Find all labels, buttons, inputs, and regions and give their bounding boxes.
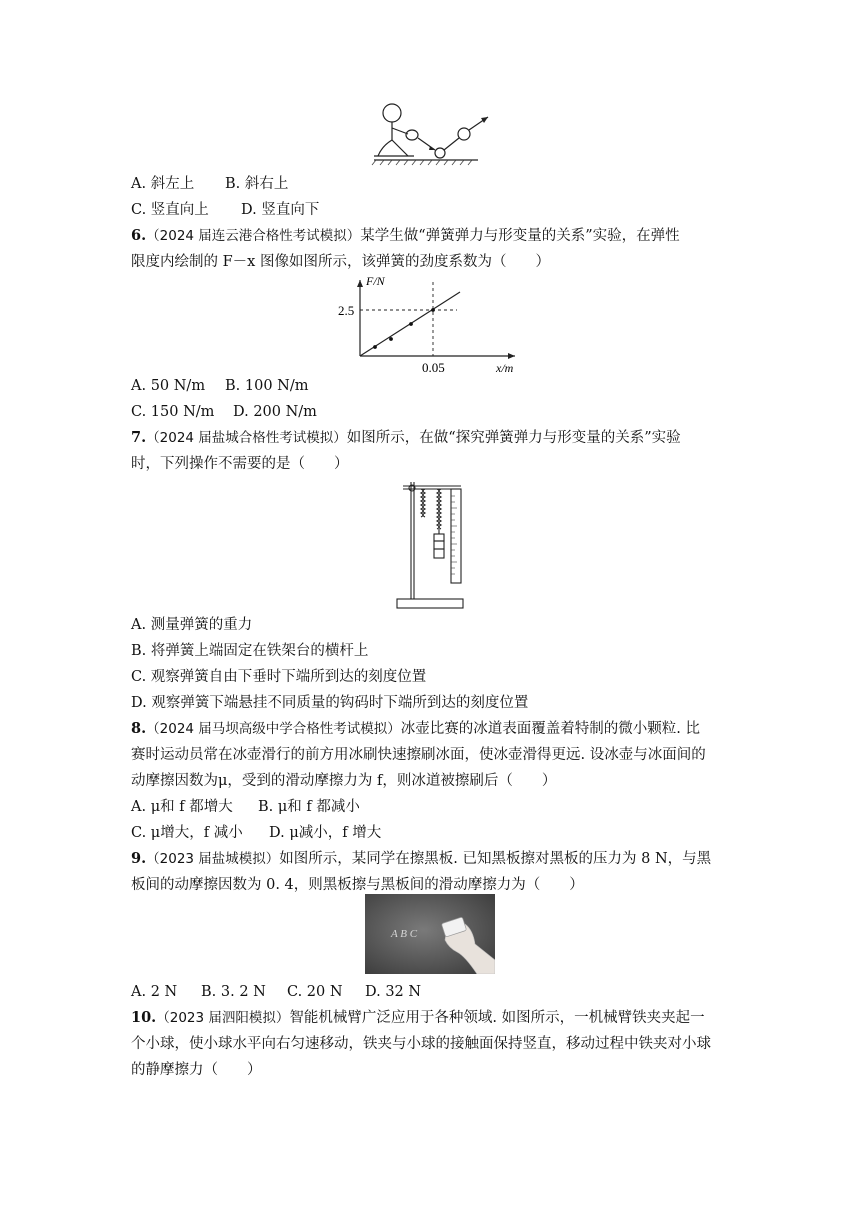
q10-number: 10. [131,1009,157,1026]
q5-figure [368,100,498,166]
q8-stem-line2: 赛时运动员常在冰壶滑行的前方用冰刷快速擦刷冰面，使冰壶滑得更远. 设冰壶与冰面间的 [131,747,706,763]
q9-stem-line1 [131,849,711,869]
q9-option-c: C. 20 N [287,984,343,1000]
q9-stem-text: 如图所示，某同学在擦黑板. 已知黑板擦对黑板的压力为 8 N，与黑 [279,851,712,867]
q10-stem-text: 智能机械臂广泛应用于各种领域. 如图所示，一机械臂铁夹夹起一 [289,1010,705,1026]
q9-board-letters: A B C [391,928,418,940]
q6-stem-text: 某学生做“弹簧弹力与形变量的关系”实验，在弹性 [360,228,680,244]
q6-stem-line2: 限度内绘制的 F－x 图像如图所示，该弹簧的劲度系数为（ ） [131,254,550,270]
q6-source: （2024 届连云港合格性考试模拟） [146,228,361,244]
q8-option-a: A. μ和 f 都增大 [131,799,233,815]
q7-stem-line2: 时，下列操作不需要的是（ ） [131,456,349,472]
q8-option-d: D. μ减小，f 增大 [269,825,382,841]
q6-option-d: D. 200 N/m [233,404,317,420]
q7-stem-text: 如图所示，在做“探究弹簧弹力与形变量的关系”实验 [346,430,681,446]
q8-source: （2024 届马坝高级中学合格性考试模拟） [146,721,401,737]
q6-x-axis-label: x/m [496,361,514,375]
q10-source: （2023 届泗阳模拟） [156,1010,290,1026]
q8-option-b: B. μ和 f 都减小 [258,799,360,815]
q7-option-a: A. 测量弹簧的重力 [131,617,253,633]
q7-source: （2024 届盐城合格性考试模拟） [146,430,347,446]
q5-option-c: C. 竖直向上 [131,202,209,218]
q8-stem-text: 冰壶比赛的冰道表面覆盖着特制的微小颗粒. 比 [400,721,701,737]
q6-y-axis-label: F/N [366,274,385,288]
q9-number: 9. [131,850,147,867]
q7-option-b: B. 将弹簧上端固定在铁架台的横杆上 [131,643,369,659]
q9-option-a: A. 2 N [131,984,178,1000]
q9-source: （2023 届盐城模拟） [146,851,280,867]
q6-stem-line1 [131,226,680,246]
q5-option-d: D. 竖直向下 [241,202,320,218]
q7-option-d: D. 观察弹簧下端悬挂不同质量的钩码时下端所到达的刻度位置 [131,695,529,711]
q10-stem-line1 [131,1008,705,1028]
q8-number: 8. [131,720,147,737]
q5-option-a: A. 斜左上 [131,176,195,192]
q9-blackboard-photo [365,894,495,974]
q8-stem-line1 [131,719,700,739]
q10-stem-line3: 的静摩擦力（ ） [131,1062,262,1078]
q9-option-d: D. 32 N [365,984,422,1000]
q5-option-b: B. 斜右上 [225,176,289,192]
q10-stem-line2: 个小球，使小球水平向右匀速移动，铁夹与小球的接触面保持竖直，移动过程中铁夹对小球 [131,1036,711,1052]
q6-x-tick: 0.05 [422,360,445,375]
q6-y-tick: 2.5 [338,303,355,318]
q6-option-a: A. 50 N/m [131,378,206,394]
q9-stem-line2: 板间的动摩擦因数为 0. 4，则黑板擦与黑板间的滑动摩擦力为（ ） [131,877,584,893]
q6-force-extension-graph [335,272,525,377]
q7-stem-line1 [131,428,681,448]
q6-option-c: C. 150 N/m [131,404,215,420]
q7-option-c: C. 观察弹簧自由下垂时下端所到达的刻度位置 [131,669,427,685]
q8-option-c: C. μ增大，f 减小 [131,825,243,841]
q8-stem-line3: 动摩擦因数为μ，受到的滑动摩擦力为 f，则冰道被擦刷后（ ） [131,773,557,789]
q6-number: 6. [131,227,147,244]
q9-option-b: B. 3. 2 N [201,984,266,1000]
q6-option-b: B. 100 N/m [225,378,309,394]
q7-spring-apparatus [395,478,467,612]
q7-number: 7. [131,429,147,446]
